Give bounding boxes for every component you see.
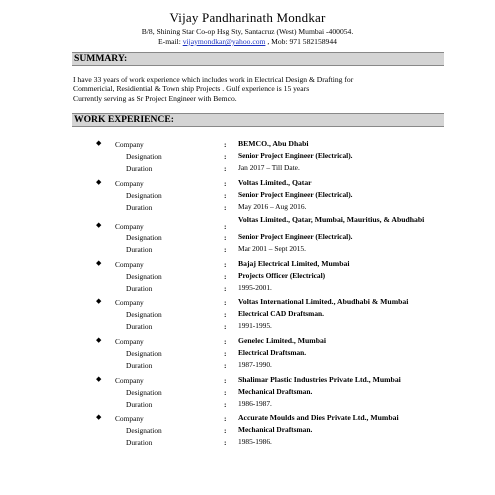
colon: :: [224, 361, 227, 370]
colon: :: [224, 164, 227, 173]
bullet-icon: ◆: [96, 297, 102, 305]
bullet-icon: ◆: [96, 139, 102, 147]
email-label: E-mail:: [158, 37, 181, 46]
duration-label: Duration: [126, 322, 153, 331]
duration-value: 1991-1995.: [238, 321, 272, 330]
designation-value: Electrical CAD Draftsman.: [238, 309, 324, 318]
mobile-number: , Mob: 971 582158944: [267, 37, 337, 46]
duration-label: Duration: [126, 400, 153, 409]
designation-label: Designation: [126, 272, 162, 281]
colon: :: [224, 140, 227, 149]
bullet-icon: ◆: [96, 178, 102, 186]
colon: :: [224, 191, 227, 200]
work-experience-heading: WORK EXPERIENCE:: [72, 113, 444, 127]
bullet-icon: ◆: [96, 221, 102, 229]
duration-label: Duration: [126, 245, 153, 254]
summary-line: Currently serving as Sr Project Engineer with Bemco.: [73, 93, 237, 103]
company-label: Company: [115, 414, 144, 423]
colon: :: [224, 337, 227, 346]
colon: :: [224, 400, 227, 409]
colon: :: [224, 298, 227, 307]
duration-value: Jan 2017 – Till Date.: [238, 163, 300, 172]
resume-name: Vijay Pandharinath Mondkar: [169, 10, 326, 25]
summary-line: I have 33 years of work experience which includes work in Electrical Design & Drafting for: [73, 75, 354, 84]
colon: :: [224, 284, 227, 293]
colon: :: [224, 388, 227, 397]
designation-label: Designation: [126, 191, 162, 200]
designation-value: Electrical Draftsman.: [238, 348, 307, 357]
company-label: Company: [115, 140, 144, 149]
designation-label: Designation: [126, 349, 162, 358]
colon: :: [224, 179, 227, 188]
colon: :: [224, 245, 227, 254]
company-name: BEMCO., Abu Dhabi: [238, 139, 309, 148]
company-label: Company: [115, 222, 144, 231]
duration-value: 1987-1990.: [238, 360, 272, 369]
bullet-icon: ◆: [96, 259, 102, 267]
summary-line: Commericial, Residiential & Town ship Projects . Gulf experience is 15 years: [73, 84, 310, 94]
designation-value: Senior Project Engineer (Electrical).: [238, 151, 353, 160]
designation-label: Designation: [126, 310, 162, 319]
designation-label: Designation: [126, 233, 162, 242]
company-name: Voltas Limited., Qatar: [238, 178, 312, 187]
designation-value: Projects Officer (Electrical): [238, 271, 326, 280]
duration-value: May 2016 – Aug 2016.: [238, 202, 307, 211]
colon: :: [224, 233, 227, 242]
company-name: Voltas International Limited., Abudhabi & Mumbai: [238, 297, 409, 306]
designation-label: Designation: [126, 388, 162, 397]
company-label: Company: [115, 376, 144, 385]
bullet-icon: ◆: [96, 413, 102, 421]
colon: :: [224, 222, 227, 231]
bullet-icon: ◆: [96, 336, 102, 344]
contact-line: [0, 37, 495, 46]
designation-label: Designation: [126, 426, 162, 435]
designation-label: Designation: [126, 152, 162, 161]
duration-value: 1986-1987.: [238, 399, 272, 408]
designation-value: Senior Project Engineer (Electrical).: [238, 190, 353, 199]
colon: :: [224, 349, 227, 358]
duration-value: 1995-2001.: [238, 283, 272, 292]
duration-label: Duration: [126, 284, 153, 293]
company-name: Accurate Moulds and Dies Private Ltd., Mumbai: [238, 413, 399, 422]
colon: :: [224, 203, 227, 212]
designation-value: Mechanical Draftsman.: [238, 387, 313, 396]
duration-label: Duration: [126, 164, 153, 173]
colon: :: [224, 322, 227, 331]
colon: :: [224, 260, 227, 269]
company-label: Company: [115, 298, 144, 307]
company-name: Voltas Limited., Qatar, Mumbai, Mauritius, & Abudhabi: [238, 215, 425, 224]
company-name: Shalimar Plastic Industries Private Ltd., Mumbai: [238, 375, 401, 384]
company-name: Bajaj Electrical Limited, Mumbai: [238, 259, 350, 268]
colon: :: [224, 426, 227, 435]
company-label: Company: [115, 337, 144, 346]
designation-value: Mechanical Draftsman.: [238, 425, 313, 434]
duration-label: Duration: [126, 203, 153, 212]
duration-label: Duration: [126, 361, 153, 370]
bullet-icon: ◆: [96, 375, 102, 383]
colon: :: [224, 438, 227, 447]
duration-value: Mar 2001 – Sept 2015.: [238, 244, 306, 253]
email-link[interactable]: vijaymondkar@yahoo.com: [182, 37, 266, 46]
colon: :: [224, 414, 227, 423]
company-label: Company: [115, 179, 144, 188]
colon: :: [224, 272, 227, 281]
address-line: B/8, Shining Star Co-op Hsg Sty, Santacruz (West) Mumbai -400054.: [141, 27, 354, 36]
designation-value: Senior Project Engineer (Electrical).: [238, 232, 353, 241]
colon: :: [224, 152, 227, 161]
duration-value: 1985-1986.: [238, 437, 272, 446]
colon: :: [224, 310, 227, 319]
company-name: Genelec Limited., Mumbai: [238, 336, 326, 345]
summary-heading: SUMMARY:: [72, 52, 444, 66]
duration-label: Duration: [126, 438, 153, 447]
summary-text: [73, 75, 443, 103]
colon: :: [224, 376, 227, 385]
company-label: Company: [115, 260, 144, 269]
